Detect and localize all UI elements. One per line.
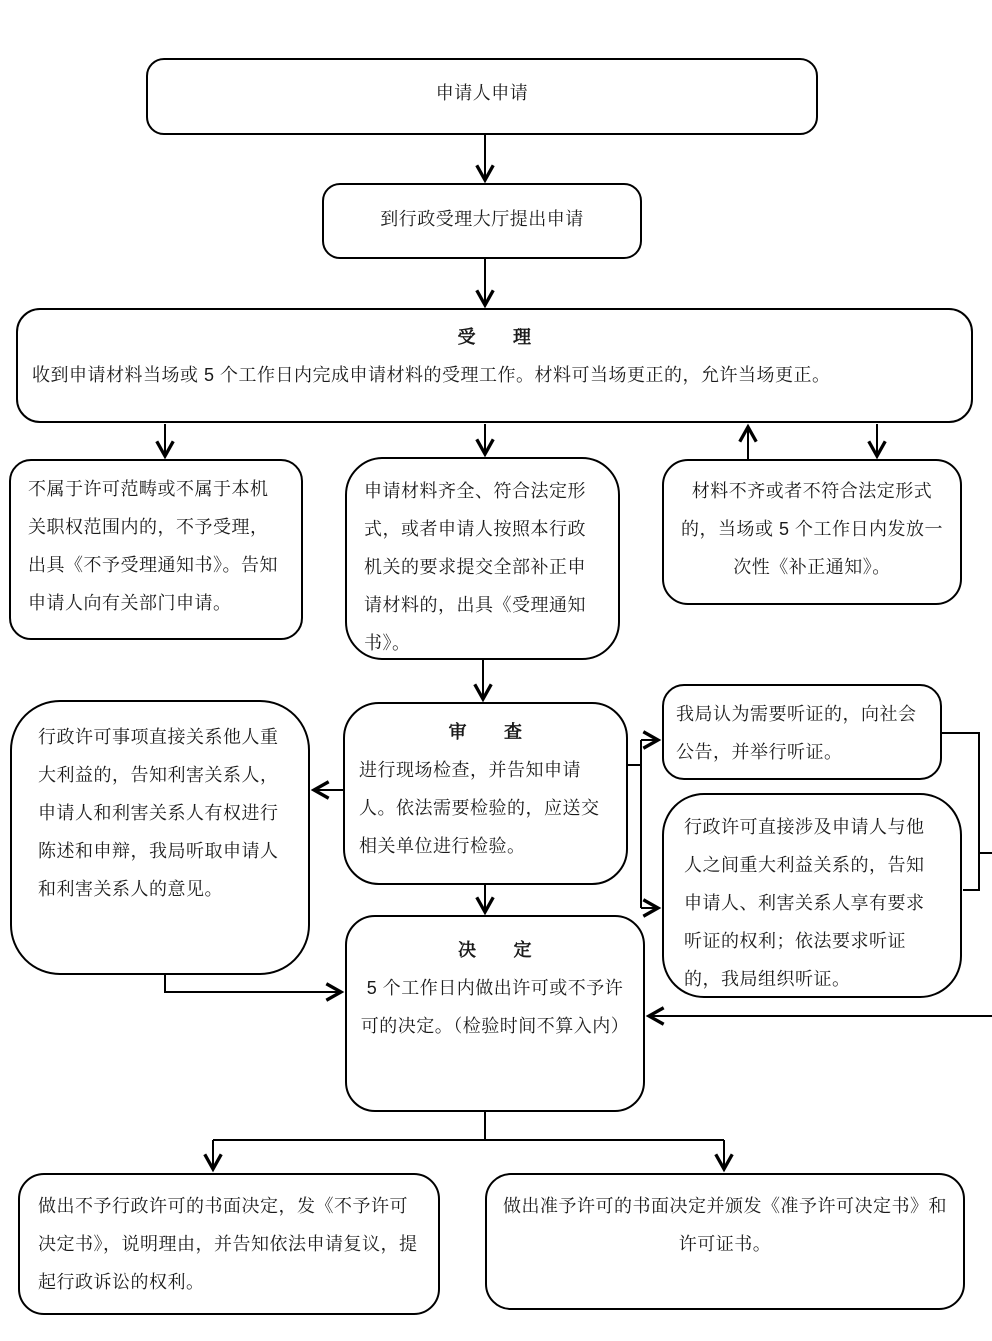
node-body: 行政许可事项直接关系他人重大利益的，告知利害关系人，申请人和利害关系人有权进行陈述和申辩，我局听取申请人和利害关系人的意见。 — [38, 727, 279, 899]
node-label: 申请人申请 — [435, 83, 529, 103]
node-body: 5 个工作日内做出许可或不予许可的决定。（检验时间不算入内） — [360, 978, 630, 1036]
node-body: 做出准予许可的书面决定并颁发《准予许可决定书》和许可证书。 — [503, 1196, 947, 1254]
node-body: 做出不予行政许可的书面决定，发《不予许可决定书》，说明理由，并告知依法申请复议，提起行政诉讼的权利。 — [38, 1196, 418, 1292]
node-body: 收到申请材料当场或 5 个工作日内完成申请材料的受理工作。材料可当场更正的，允许当场更正。 — [32, 365, 831, 385]
node-label: 到行政受理大厅提出申请 — [380, 209, 584, 229]
node-body: 我局认为需要听证的，向社会公告，并举行听证。 — [676, 704, 917, 762]
node-applicant-apply — [146, 58, 818, 135]
node-materials-complete — [345, 457, 620, 660]
connector-decision-split — [213, 1112, 724, 1169]
node-not-accepted — [9, 459, 303, 640]
node-deny-decision — [18, 1173, 440, 1315]
node-grant-decision — [485, 1173, 965, 1310]
node-title: 受 理 — [457, 327, 532, 347]
node-review — [343, 702, 628, 885]
node-requested-hearing — [662, 793, 962, 998]
node-body: 行政许可直接涉及申请人与他人之间重大利益关系的，告知申请人、利害关系人享有要求听证的权利；依法要求听证的，我局组织听证。 — [684, 817, 925, 989]
node-submit-at-hall — [322, 183, 642, 259]
connector-stakeholder-to-decision — [165, 975, 341, 992]
node-stakeholder-notice — [10, 700, 310, 975]
node-body: 不属于许可范畴或不属于本机关职权范围内的，不予受理，出具《不予受理通知书》。告知申请人向有关部门申请。 — [28, 479, 278, 613]
node-decision — [345, 915, 645, 1112]
node-title: 审 查 — [448, 722, 523, 742]
node-supplement-notice — [662, 459, 962, 605]
node-title: 决 定 — [458, 940, 532, 960]
connector-review-to-hearings — [628, 740, 658, 908]
node-public-hearing — [662, 684, 942, 780]
node-body: 进行现场检查，并告知申请人。依法需要检验的，应送交相关单位进行检验。 — [359, 760, 600, 856]
node-body: 申请材料齐全、符合法定形式，或者申请人按照本行政机关的要求提交全部补正申请材料的，出具《受理通知书》。 — [364, 481, 586, 653]
node-body: 材料不齐或者不符合法定形式的，当场或 5 个工作日内发放一次性《补正通知》。 — [680, 481, 943, 577]
node-acceptance — [16, 308, 973, 423]
